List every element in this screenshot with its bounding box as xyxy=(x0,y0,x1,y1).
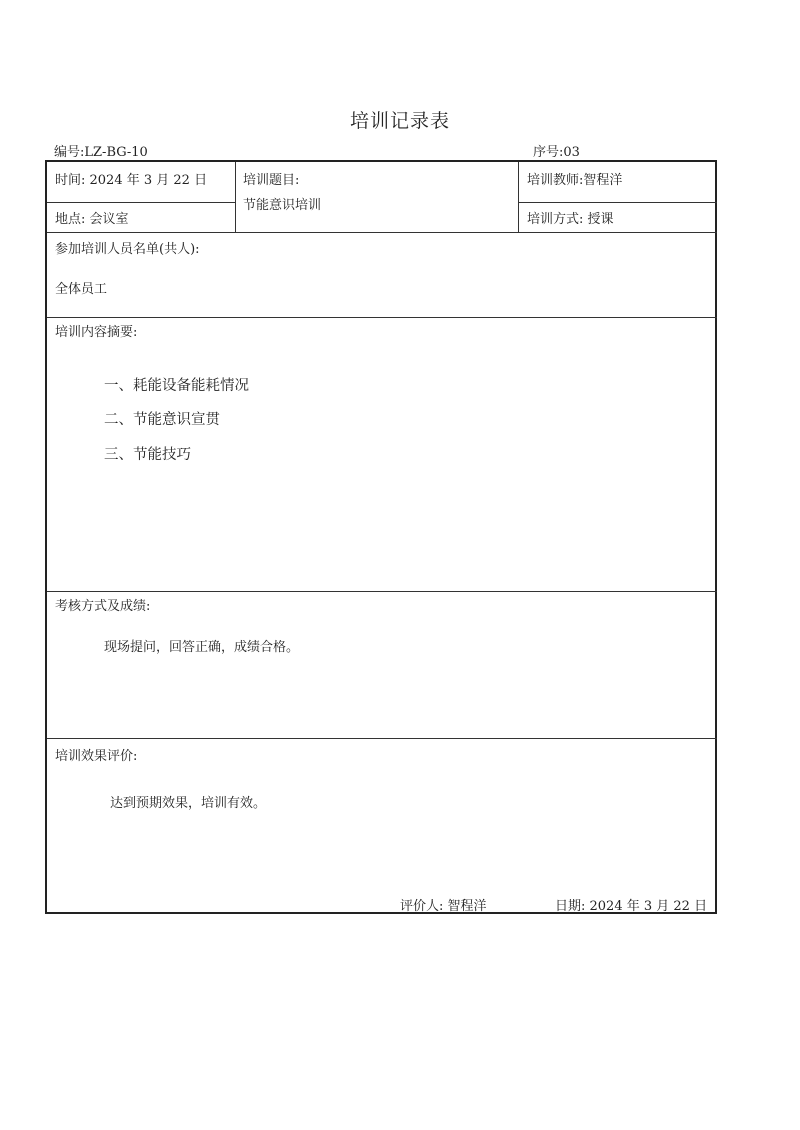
participants-label: 参加培训人员名单(共人): xyxy=(55,242,200,257)
row-divider xyxy=(518,202,717,203)
column-divider xyxy=(235,162,236,232)
evaluator-field: 评价人: 智程洋 xyxy=(400,899,487,914)
column-divider xyxy=(518,162,519,232)
serial-number: 序号:03 xyxy=(533,145,580,160)
row-divider xyxy=(47,317,717,318)
evaluation-value: 达到预期效果，培训有效。 xyxy=(110,796,267,811)
row-divider xyxy=(47,591,717,592)
evaluation-date: 日期: 2024 年 3 月 22 日 xyxy=(555,899,708,914)
method-field: 培训方式: 授课 xyxy=(527,212,614,227)
training-record-table xyxy=(45,160,717,914)
row-divider xyxy=(47,738,717,739)
row-divider xyxy=(47,202,235,203)
content-item: 三、节能技巧 xyxy=(104,447,191,463)
assessment-label: 考核方式及成绩: xyxy=(55,599,151,614)
evaluation-label: 培训效果评价: xyxy=(55,749,138,764)
assessment-value: 现场提问，回答正确，成绩合格。 xyxy=(104,640,300,655)
document-number: 编号:LZ-BG-10 xyxy=(54,145,148,160)
document-title: 培训记录表 xyxy=(349,110,450,132)
content-summary-label: 培训内容摘要: xyxy=(55,325,138,340)
row-divider xyxy=(47,232,717,233)
time-field: 时间: 2024 年 3 月 22 日 xyxy=(55,173,208,188)
content-item: 二、节能意识宣贯 xyxy=(104,412,220,428)
teacher-field: 培训教师:智程洋 xyxy=(527,173,623,188)
topic-label: 培训题目: xyxy=(243,173,300,188)
location-field: 地点: 会议室 xyxy=(55,212,129,227)
participants-value: 全体员工 xyxy=(55,282,108,297)
topic-value: 节能意识培训 xyxy=(243,198,322,213)
content-item: 一、耗能设备能耗情况 xyxy=(104,378,249,394)
